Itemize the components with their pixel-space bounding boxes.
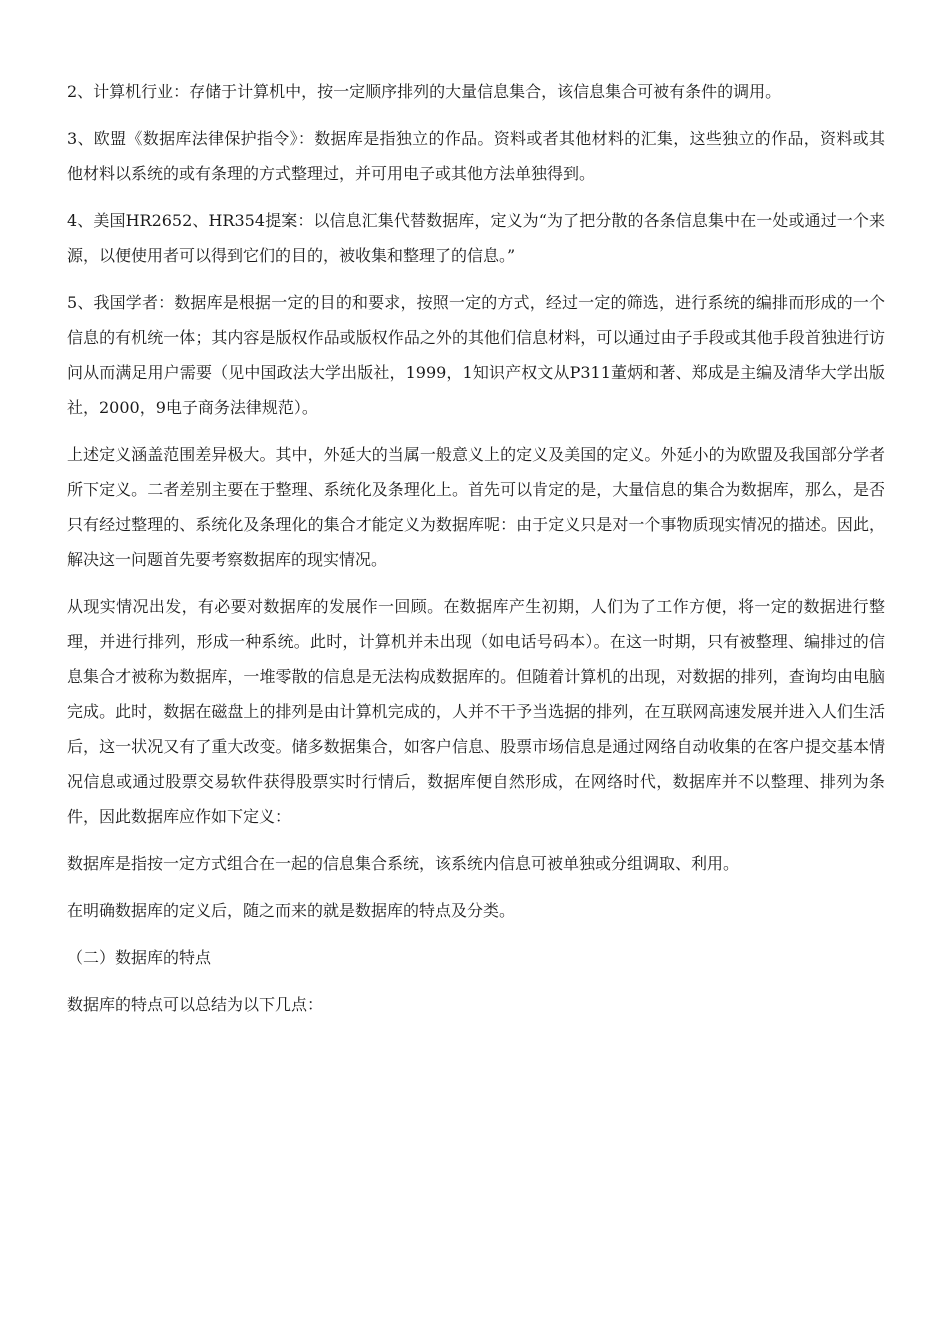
paragraph-features-intro: 数据库的特点可以总结为以下几点： [67,995,324,1014]
paragraph-computer-industry-definition: 2、计算机行业：存储于计算机中，按一定顺序排列的大量信息集合，该信息集合可被有条件的调用。 [67,82,782,101]
paragraph-definition-comparison: 上述定义涵盖范围差异极大。其中，外延大的当属一般意义上的定义及美国的定义。外延小的为欧盟及我国部分学者所下定义。二者差别主要在于整理、系统化及条理化上。首先可以肯定的是，大量信息的集合为数据库，那么，是否只有经过整理的、系统化及条理化的集合才能定义为数据库呢：由于定义只是对一个事物质现实情况的描述。因此，解决这一问题首先要考察数据库的现实情况。 [67,445,885,569]
paragraph-us-proposal-definition: 4、美国HR2652、HR354提案：以信息汇集代替数据库，定义为“为了把分散的各条信息集中在一处或通过一个来源，以便使用者可以得到它们的目的，被收集和整理了的信息。” [67,211,885,265]
paragraph-chinese-scholars-definition: 5、我国学者：数据库是根据一定的目的和要求，按照一定的方式，经过一定的筛选，进行系统的编排而形成的一个信息的有机统一体；其内容是版权作品或版权作品之外的其他们信息材料，可以通过由子手段或其他手段首独进行访问从而满足用户需要（见中国政法大学出版社，1999，1知识产权文从P311董炳和著、郑成是主编及清华大学出版社，2000，9电子商务法律规范）。 [67,293,885,417]
paragraph-database-history: 从现实情况出发，有必要对数据库的发展作一回顾。在数据库产生初期，人们为了工作方便，将一定的数据进行整理，并进行排列，形成一种系统。此时，计算机并未出现（如电话号码本）。在这一时期，只有被整理、编排过的信息集合才被称为数据库，一堆零散的信息是无法构成数据库的。但随着计算机的出现，对数据的排列，查询均由电脑完成。此时，数据在磁盘上的排列是由计算机完成的，人并不干予当选据的排列，在互联网高速发展并进入人们生活后，这一状况又有了重大改变。储多数据集合，如客户信息、股票市场信息是通过网络自动收集的在客户提交基本情况信息或通过股票交易软件获得股票实时行情后，数据库便自然形成，在网络时代，数据库并不以整理、排列为条件，因此数据库应作如下定义： [67,597,885,826]
section-heading: （二）数据库的特点 [67,948,212,967]
paragraph-eu-directive-definition: 3、欧盟《数据库法律保护指令》：数据库是指独立的作品。资料或者其他材料的汇集，这些独立的作品，资料或其他材料以系统的或有条理的方式整理过，并可用电子或其他方法单独得到。 [67,129,885,183]
document-body [67,74,885,1034]
paragraph-database-definition: 数据库是指按一定方式组合在一起的信息集合系统，该系统内信息可被单独或分组调取、利用。 [67,854,740,873]
paragraph-transition: 在明确数据库的定义后，随之而来的就是数据库的特点及分类。 [67,901,516,920]
